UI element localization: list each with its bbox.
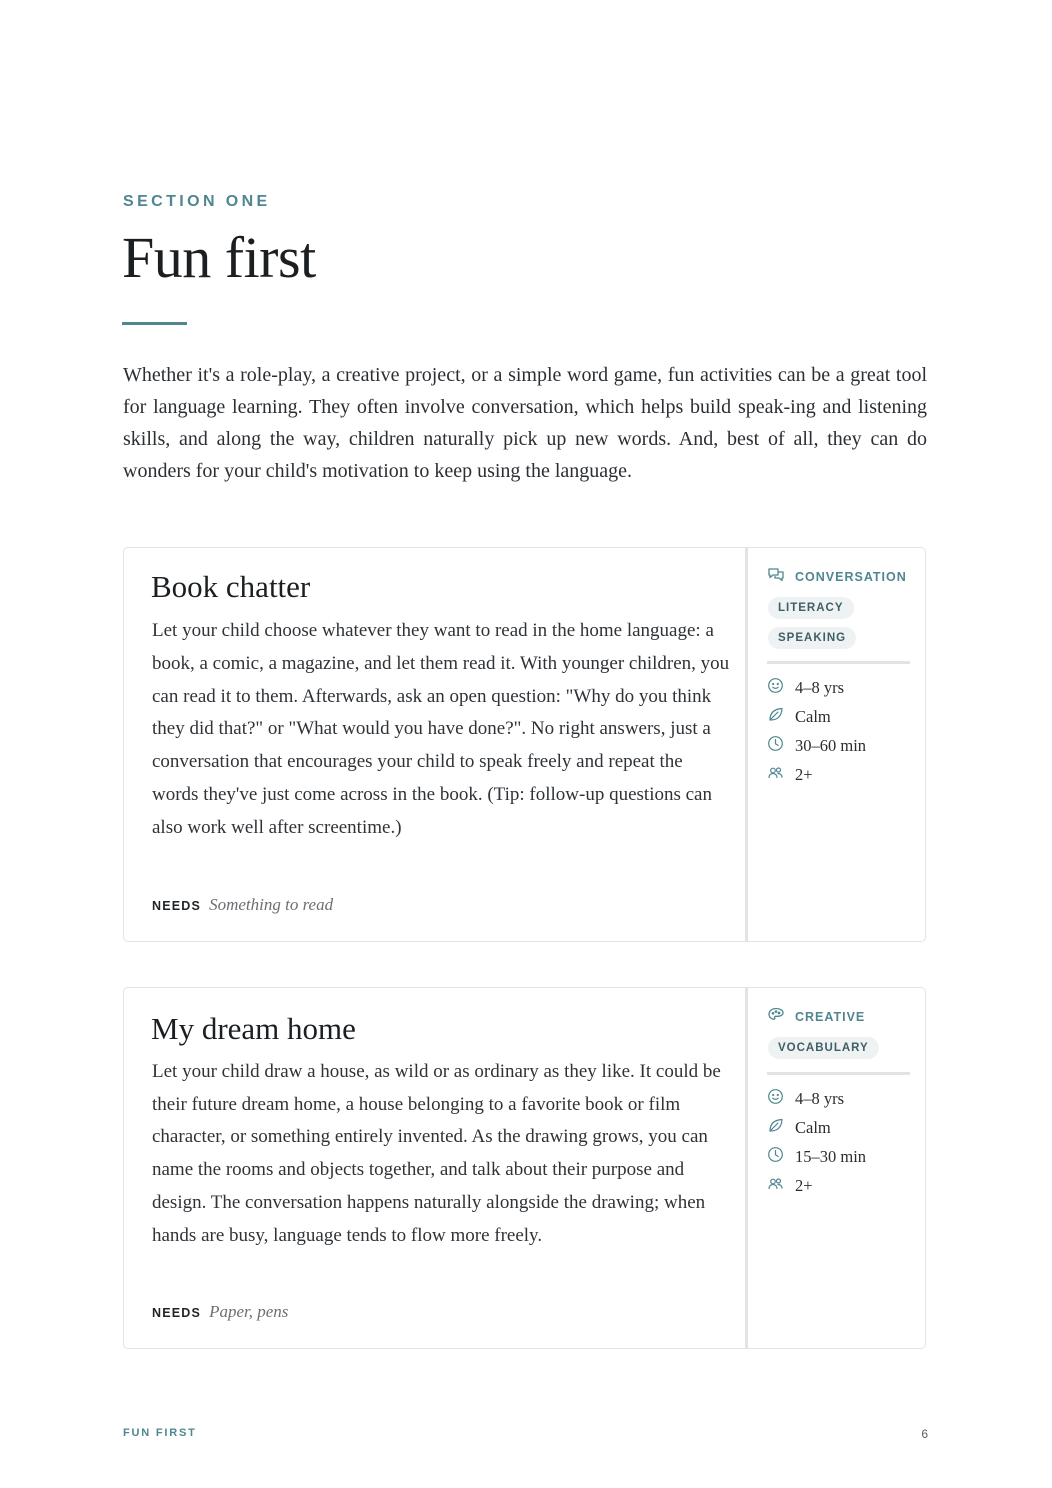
activity-card-my-dream-home <box>123 987 926 1349</box>
activity-sidebar <box>751 548 925 941</box>
category-label: CREATIVE <box>795 1010 866 1024</box>
activity-title: My dream home <box>151 1011 356 1046</box>
palette-icon <box>767 1006 785 1029</box>
smiley-icon <box>767 1088 784 1110</box>
meta-duration <box>767 1147 866 1167</box>
age-value: 4–8 yrs <box>795 678 845 697</box>
people-icon <box>767 1175 784 1197</box>
page-number: 6 <box>921 1427 928 1441</box>
activity-title: Book chatter <box>151 569 311 604</box>
activity-main-panel <box>124 548 748 941</box>
players-value: 2+ <box>795 1176 813 1195</box>
page-title: Fun first <box>122 225 316 290</box>
clock-icon <box>767 1146 784 1168</box>
sidebar-divider <box>767 1072 910 1075</box>
sidebar-divider <box>767 661 910 664</box>
needs-label: NEEDS <box>152 899 202 913</box>
smiley-icon <box>767 677 784 699</box>
leaf-icon <box>767 706 784 728</box>
category-creative <box>767 1007 865 1027</box>
category-label: CONVERSATION <box>795 570 907 584</box>
meta-players <box>767 1176 813 1196</box>
tag-literacy: LITERACY <box>768 597 854 619</box>
activity-description: Let your child choose whatever they want to read in the home language: a book, a comic, a magazine, and let them read it. With younger children, you can read it to them. Afterwards, ask an open question: "Why do you think they did that?" or "What would you have done?". No right answers, just a conversation that encourages your child to speak freely and repeat the words they've just come across in the book. (Tip: follow-up questions can also work well after screentime.) <box>152 620 730 838</box>
needs-value: Something to read <box>209 895 334 914</box>
speech-bubbles-icon <box>767 566 785 589</box>
tag-speaking: SPEAKING <box>768 627 856 649</box>
needs-label: NEEDS <box>152 1306 202 1320</box>
intro-paragraph: Whether it's a role-play, a creative project, or a simple word game, fun activities can be a great tool for language learning. They often involve conversation, which helps build speak-ing and listening skills, and along the way, children naturally pick up new words. And, best of all, they can do wonders for your child's motivation to keep using the language. <box>123 364 927 482</box>
activity-needs <box>152 895 333 916</box>
section-kicker: SECTION ONE <box>123 193 271 210</box>
meta-energy <box>767 707 831 727</box>
meta-duration <box>767 736 866 756</box>
duration-value: 15–30 min <box>795 1147 867 1166</box>
duration-value: 30–60 min <box>795 736 867 755</box>
energy-value: Calm <box>795 1118 831 1137</box>
meta-energy <box>767 1118 831 1138</box>
activity-card-book-chatter <box>123 547 926 942</box>
clock-icon <box>767 735 784 757</box>
leaf-icon <box>767 1117 784 1139</box>
activity-description: Let your child draw a house, as wild or as ordinary as they like. It could be their future dream home, a house belonging to a favorite book or film character, or something entirely invented. As the drawing grows, you can name the rooms and objects together, and talk about their purpose and design. The conversation happens naturally alongside the drawing; when hands are busy, language tends to flow more freely. <box>152 1061 721 1246</box>
meta-age <box>767 678 844 698</box>
activity-main-panel <box>124 988 748 1348</box>
age-value: 4–8 yrs <box>795 1089 845 1108</box>
energy-value: Calm <box>795 707 831 726</box>
category-conversation <box>767 567 907 587</box>
players-value: 2+ <box>795 765 813 784</box>
meta-age <box>767 1089 844 1109</box>
title-rule <box>122 322 187 325</box>
people-icon <box>767 764 784 786</box>
activity-needs <box>152 1302 288 1323</box>
needs-value: Paper, pens <box>209 1302 289 1321</box>
running-title: FUN FIRST <box>123 1427 197 1439</box>
tag-vocabulary: VOCABULARY <box>768 1037 879 1059</box>
meta-players <box>767 765 813 785</box>
activity-sidebar <box>751 988 925 1348</box>
